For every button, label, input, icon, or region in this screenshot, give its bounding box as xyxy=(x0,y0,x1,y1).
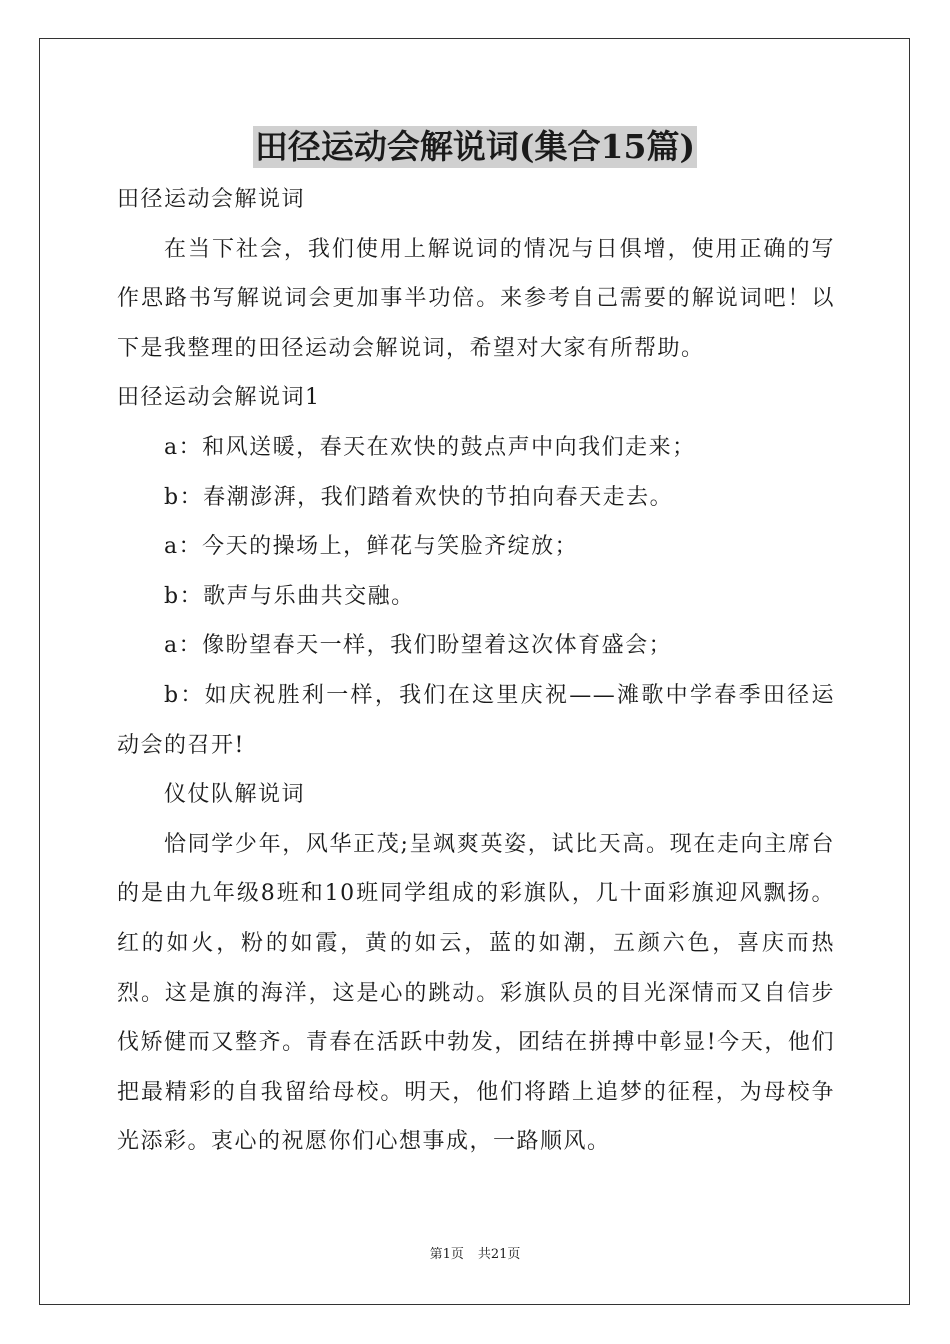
subsection-heading: 仪仗队解说词 xyxy=(164,782,306,808)
document-body xyxy=(117,175,835,1167)
dialogue-line: b：歌声与乐曲共交融。 xyxy=(164,583,415,609)
body-paragraph: 恰同学少年，风华正茂;呈飒爽英姿，试比天高。现在走向主席台的是由九年级8班和10班同学组成的彩旗队，几十面彩旗迎风飘扬。红的如火，粉的如霞，黄的如云，蓝的如潮，五颜六色，喜庆而热烈。这是旗的海洋，这是心的跳动。彩旗队员的目光深情而又自信步伐矫健而又整齐。青春在活跃中勃发，团结在拼搏中彰显!今天，他们把最精彩的自我留给母校。明天，他们将踏上追梦的征程，为母校争光添彩。衷心的祝愿你们心想事成，一路顺风。 xyxy=(117,831,835,1155)
dialogue-line: b：如庆祝胜利一样，我们在这里庆祝——滩歌中学春季田径运动会的召开! xyxy=(117,682,835,758)
document-title: 田径运动会解说词(集合15篇) xyxy=(254,127,696,166)
dialogue-line: a：像盼望春天一样，我们盼望着这次体育盛会； xyxy=(164,633,673,659)
dialogue-line: b：春潮澎湃，我们踏着欢快的节拍向春天走去。 xyxy=(164,484,674,510)
section-heading: 田径运动会解说词1 xyxy=(117,385,321,411)
dialogue-line: a：和风送暖，春天在欢快的鼓点声中向我们走来； xyxy=(164,434,696,460)
page-total: 共21页 xyxy=(477,1247,521,1262)
intro-paragraph: 在当下社会，我们使用上解说词的情况与日俱增，使用正确的写作思路书写解说词会更加事半功倍。来参考自己需要的解说词吧！以下是我整理的田径运动会解说词，希望对大家有所帮助。 xyxy=(117,236,835,361)
page-footer xyxy=(0,1246,950,1264)
page-number: 第1页 xyxy=(429,1247,464,1262)
section-heading: 田径运动会解说词 xyxy=(117,187,306,212)
dialogue-line: a：今天的操场上，鲜花与笑脸齐绽放； xyxy=(164,534,579,560)
title-container xyxy=(0,126,950,168)
